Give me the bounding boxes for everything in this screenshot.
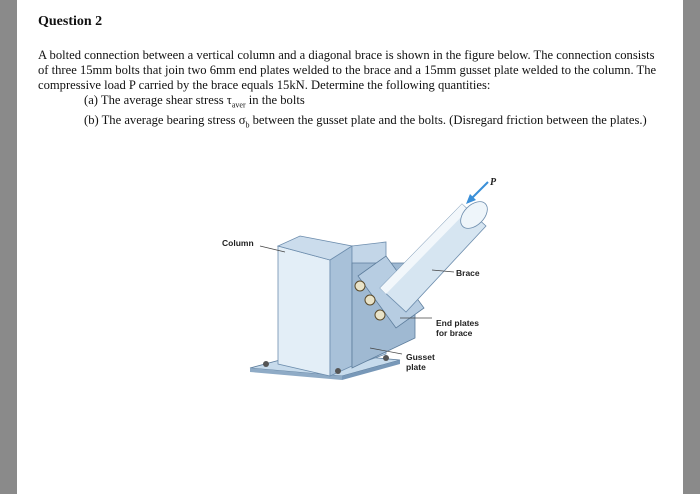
sigma-subscript: b [245, 120, 250, 130]
column-flange [278, 246, 330, 376]
bolt-3 [375, 310, 385, 320]
bolt-2 [365, 295, 375, 305]
label-end-plates: End plates for brace [436, 318, 479, 338]
question-body [38, 48, 658, 132]
label-load-p: P [490, 177, 497, 188]
label-brace: Brace [456, 268, 480, 278]
question-intro: A bolted connection between a vertical column and a diagonal brace is shown in the figure below. The connection consists of three 15mm bolts that join two 6mm end plates welded to the brace and a 15mm gusset plate welded to the column. The compressive load P carried by the brace equals 15kN. Determine the following quantities: [38, 48, 657, 92]
label-column: Column [222, 238, 254, 248]
part-b: (b) The average bearing stress $\sigma_b$ between the gusset plate and the bolts. (Disregard friction between the plates.) [84, 112, 647, 130]
bolt-1 [355, 281, 365, 291]
part-a: (a) The average shear stress $\tau_{aver}$ in the bolts [84, 93, 305, 110]
tau-subscript: aver [231, 100, 246, 110]
tau-symbol: τ [226, 93, 232, 107]
anchor-bolt-1 [263, 361, 269, 367]
label-gusset: Gusset plate [406, 352, 435, 372]
anchor-bolt-3 [383, 355, 389, 361]
figure-drawing [210, 168, 510, 388]
column-web [330, 246, 352, 376]
connection-figure [210, 168, 510, 388]
question-title: Question 2 [38, 14, 103, 29]
sigma-symbol: σ [238, 112, 246, 127]
anchor-bolt-2 [335, 368, 341, 374]
